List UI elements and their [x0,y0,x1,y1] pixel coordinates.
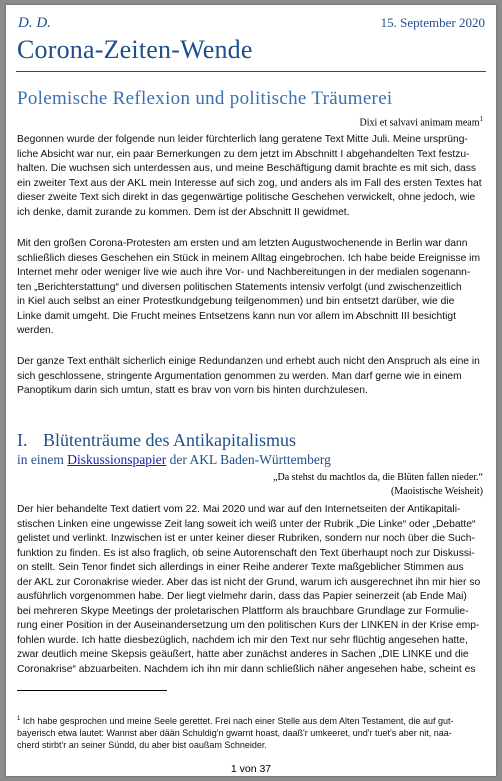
text-line: Begonnen wurde der folgende nun leider fürchterlich lang geratene Text Mitte Juli. Meine ursprüng- [17,134,468,145]
text-line: Der ganze Text enthält sicherlich einige Redundanzen und erhebt auch nicht den Anspruch als eine in [17,356,480,367]
section-paragraph-1 [17,503,486,677]
document-page [6,5,496,776]
text-line: sich geschlossene, stringente Argumentation genommen zu werden. Man darf gerne wie in einem [17,370,462,382]
intro-paragraph-1 [17,133,486,220]
text-line: bei mehreren Skype Meetings der proletarischen Plattform als brauchbare Grundlage zur Formulie- [17,605,469,617]
intro-paragraph-2 [17,237,486,339]
epigraph [273,471,483,499]
section-title: Blütenträume des Antikapitalismus [43,430,296,450]
text-line: zwar deutlich meine Skepsis geäußert, hatte aber zunächst anderes in Sachen „DIE LINKE und die [17,649,469,660]
intro-paragraph-3 [17,355,486,399]
intro-subtitle: Polemische Reflexion und politische Träumerei [17,88,393,109]
title-rule [16,71,486,72]
text-line: Internet mehr oder weniger live wie auch ihre Vor- und Nachbereitungen in der medialen sogenann- [17,267,471,278]
text-line: halten. Die wuchsen sich unterdessen aus, und meine Beschäftigung damit brachte es mit sich, dass [17,163,477,174]
text-line: der AKL zur Coronakrise wieder. Aber das ist nicht der Grund, warum ich ausgerechnet ihn mir hier so [17,576,481,588]
text-line: dieser zweite Text sich direkt in das gegenwärtige politische Geschehen verwickelt, ohne jedoch, wie [17,192,476,203]
text-line: stischen Linken eine ungewisse Zeit lang soweit ich weiß unter der Rubrik „Die Linke“ oder „Debatte“ [17,518,476,530]
text-line: in Kiel auch selbst an einer Protestkundgebung teilgenommen) und bin entsetzt darüber, wie die [17,296,455,307]
footnote [17,713,487,751]
text-line: on stellt. Sein Tenor findet sich allerdings in einer Reihe anderer Texte maßgeblicher Stimmen aus [17,562,464,573]
subheading-prefix: in einem [17,452,68,467]
section-subheading [17,452,331,468]
epigraph-text: „Da stehst du machtlos da, die Blüten fallen nieder.“ [273,472,483,483]
author: D. D. [18,15,51,31]
text-line: Linke damit umgeht. Die Frucht meines Entsetzens kann nun vor allem im Abschnitt III besichtigt [17,310,456,322]
document-title: Corona-Zeiten-Wende [17,35,253,64]
text-line: ten „Berichterstattung“ und diversen politischen Statements intensiv verfolgt (und zwischenzeitlich [17,281,462,293]
text-line: Panoptikum darin sich umtun, statt es brav von vorn bis hinten durchzulesen. [17,385,368,396]
page-number: 1 von 37 [230,763,272,775]
date: 15. September 2020 [380,15,485,30]
motto [360,115,483,128]
footnote-line: cherd stirbt'r an seiner Sündd, du aber bist oaußam Schneider. [17,740,267,750]
text-line: Mit den großen Corona-Protesten am ersten und am letzten Augustwochenende in Berlin war dann [17,238,468,249]
text-line: ausführlich vorgenommen habe. Der liegt vielmehr darin, dass das Papier seinerzeit (ab Ende Mai) [17,591,467,602]
discussion-paper-link[interactable]: Diskussionspapier [67,452,167,467]
footnote-line [17,713,487,727]
motto-text: Dixi et salvavi animam meam [359,117,480,129]
text-line: ein zweiter Text aus der AKL mein Interesse auf sich zog, und anders als im Fall des ersten Textes hat [17,177,482,189]
text-line: Coronakrise“ abzuarbeiten. Nachdem ich ihn mir dann schließlich näher angesehen habe, scheint es [17,663,476,675]
footnote-number: 1 [17,716,21,722]
footnote-separator [17,690,167,691]
text-line: fohlen wurde. Ich hatte diesbezüglich, nachdem ich mir den Text nur sehr flüchtig angesehen hatte, [17,634,468,646]
section-heading [17,430,296,451]
epigraph-source: (Maoistische Weisheit) [390,486,483,497]
section-number: I. [17,430,28,450]
text-line: werden. [17,325,54,336]
footnote-line: bayerisch etwa lautet: Wannst aber dään Schuldig'n gwarnt hoast, daaß'r umkeeret, und'r tuet's aber nit, naa- [17,728,452,738]
footnote-text: Ich habe gesprochen und meine Seele gerettet. Frei nach einer Stelle aus dem Alten Testament, die auf gut- [22,716,454,726]
subheading-suffix: der AKL Baden-Württemberg [166,452,331,467]
footnote-ref[interactable]: 1 [479,115,483,123]
text-line: ich denke, damit zurande zu kommen. Dem ist der Abschnitt II gewidmet. [17,206,350,218]
text-line: gelistet und verlinkt. Inzwischen ist er unter keiner dieser Rubriken, sondern nur noch über die Such- [17,533,475,544]
text-line: schließlich dieses Geschehen ein Stück in meinem Alltag eingebrochen. Ich habe beide Ereignisse im [17,252,481,264]
text-line: funktion zu finden. Es ist also fraglich, ob seine Autorenschaft den Text überhaupt noch zur Diskussi- [17,547,475,559]
text-line: Der hier behandelte Text datiert vom 22. Mai 2020 und war auf den Internetseiten der Antikapitali- [17,504,461,515]
text-line: rung einer Position in der Auseinandersetzung um den politischen Kurs der LINKEN in der Krise emp- [17,620,480,631]
text-line: liche Absicht war nur, ein paar Bemerkungen zu dem jetzt im Abschnitt I abgehandelten Text festzu- [17,148,470,160]
